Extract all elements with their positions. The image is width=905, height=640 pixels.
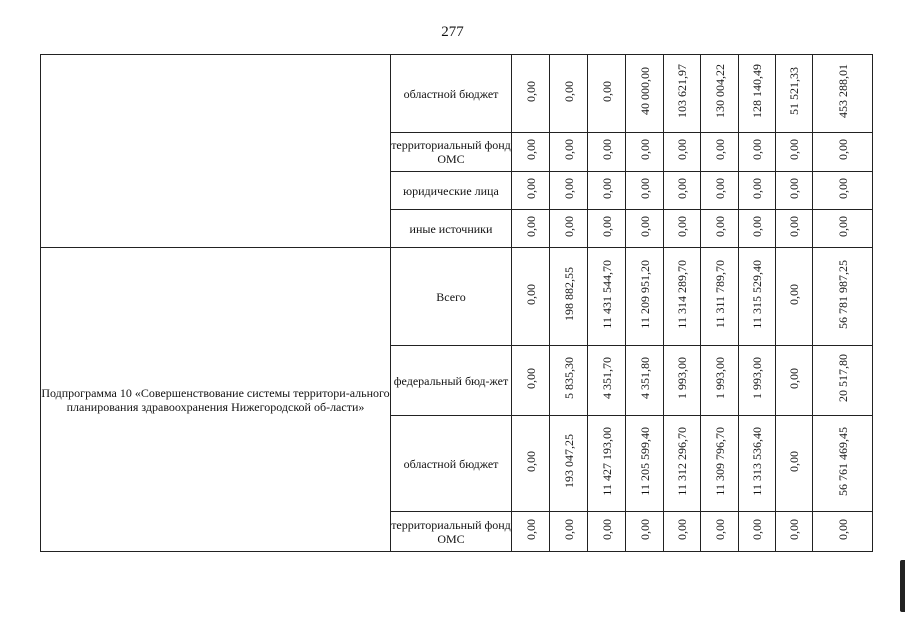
scan-edge-mark [900,560,905,612]
value-cell: 0,00 [701,172,739,210]
value-cell: 0,00 [588,133,626,172]
value-cell: 0,00 [664,172,701,210]
value-cell: 0,00 [588,512,626,552]
source-cell: юридические лица [391,172,512,210]
value-cell: 56 781 987,25 [813,248,873,346]
value-cell: 11 311 789,70 [701,248,739,346]
value-cell: 0,00 [776,133,813,172]
value-cell: 40 000,00 [626,55,664,133]
value-cell: 0,00 [512,248,550,346]
value-cell: 0,00 [664,210,701,248]
value-cell: 11 205 599,40 [626,416,664,512]
value-cell: 103 621,97 [664,55,701,133]
source-cell: областной бюджет [391,55,512,133]
value-cell: 0,00 [512,346,550,416]
value-cell: 0,00 [813,133,873,172]
value-cell: 0,00 [776,416,813,512]
value-cell: 0,00 [550,512,588,552]
budget-table [40,54,873,552]
value-cell: 1 993,00 [701,346,739,416]
value-cell: 0,00 [512,512,550,552]
value-cell: 11 431 544,70 [588,248,626,346]
value-cell: 0,00 [588,210,626,248]
value-cell: 453 288,01 [813,55,873,133]
value-cell: 0,00 [588,172,626,210]
value-cell: 1 993,00 [739,346,776,416]
source-cell: иные источники [391,210,512,248]
program-cell [41,55,391,248]
value-cell: 193 047,25 [550,416,588,512]
value-cell: 0,00 [701,133,739,172]
value-cell: 11 209 951,20 [626,248,664,346]
value-cell: 11 314 289,70 [664,248,701,346]
table-row [41,55,873,133]
value-cell: 0,00 [739,512,776,552]
value-cell: 0,00 [776,512,813,552]
value-cell: 0,00 [813,210,873,248]
value-cell: 11 315 529,40 [739,248,776,346]
value-cell: 130 004,22 [701,55,739,133]
value-cell: 0,00 [701,210,739,248]
value-cell: 0,00 [550,210,588,248]
value-cell: 11 313 536,40 [739,416,776,512]
value-cell: 4 351,80 [626,346,664,416]
value-cell: 5 835,30 [550,346,588,416]
source-cell: федеральный бюд-жет [391,346,512,416]
value-cell: 0,00 [626,512,664,552]
value-cell: 0,00 [739,133,776,172]
value-cell: 0,00 [512,172,550,210]
source-cell: областной бюджет [391,416,512,512]
value-cell: 0,00 [739,172,776,210]
value-cell: 0,00 [550,172,588,210]
value-cell: 0,00 [512,133,550,172]
value-cell: 11 312 296,70 [664,416,701,512]
value-cell: 0,00 [739,210,776,248]
value-cell: 20 517,80 [813,346,873,416]
value-cell: 0,00 [512,416,550,512]
value-cell: 0,00 [776,346,813,416]
page-number: 277 [441,24,464,40]
value-cell: 4 351,70 [588,346,626,416]
value-cell: 0,00 [813,512,873,552]
value-cell: 0,00 [550,55,588,133]
value-cell: 0,00 [776,248,813,346]
value-cell: 0,00 [626,133,664,172]
source-cell: территориальный фонд ОМС [391,512,512,552]
value-cell: 128 140,49 [739,55,776,133]
value-cell: 11 427 193,00 [588,416,626,512]
value-cell: 0,00 [626,172,664,210]
source-cell: Всего [391,248,512,346]
value-cell: 0,00 [701,512,739,552]
value-cell: 0,00 [776,172,813,210]
value-cell: 0,00 [776,210,813,248]
table-row [41,248,873,346]
value-cell: 51 521,33 [776,55,813,133]
value-cell: 0,00 [512,55,550,133]
value-cell: 0,00 [664,512,701,552]
value-cell: 1 993,00 [664,346,701,416]
value-cell: 56 761 469,45 [813,416,873,512]
value-cell: 0,00 [626,210,664,248]
value-cell: 0,00 [664,133,701,172]
value-cell: 0,00 [588,55,626,133]
value-cell: 198 882,55 [550,248,588,346]
value-cell: 0,00 [813,172,873,210]
program-cell: Подпрограмма 10 «Совершенствование системы территори-ального планирования здравоохранения Нижегородской об-ласти» [41,248,391,552]
value-cell: 0,00 [512,210,550,248]
source-cell: территориальный фонд ОМС [391,133,512,172]
value-cell: 0,00 [550,133,588,172]
value-cell: 11 309 796,70 [701,416,739,512]
